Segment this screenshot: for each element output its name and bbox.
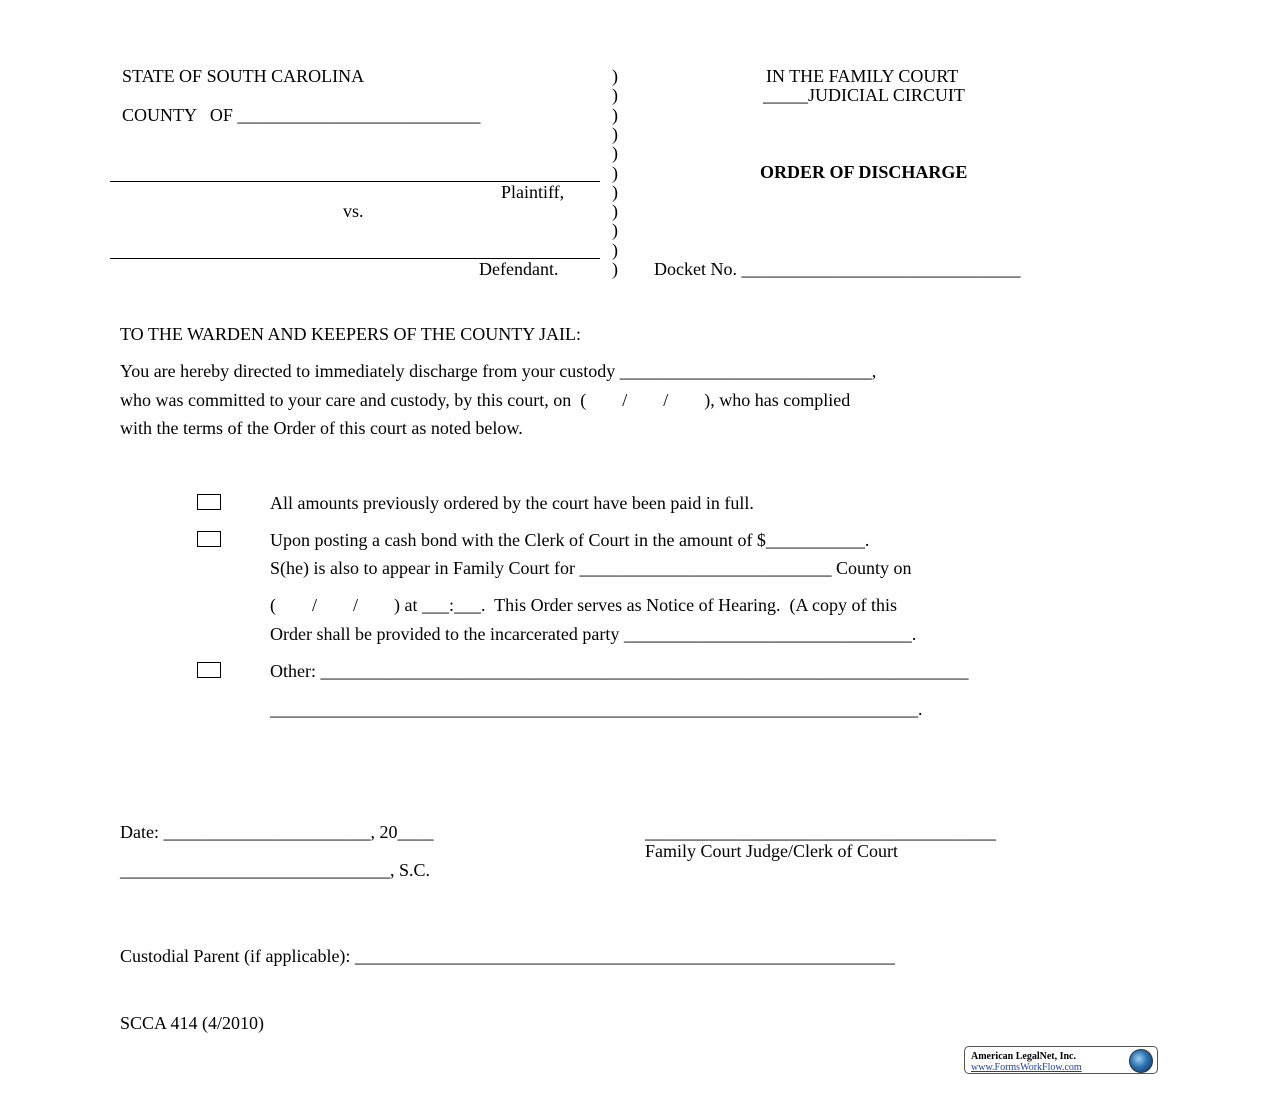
caption-paren: ) bbox=[612, 182, 618, 202]
cash-bond-checkbox[interactable] bbox=[197, 531, 221, 547]
caption-paren: ) bbox=[612, 240, 618, 260]
court-heading: IN THE FAMILY COURT bbox=[766, 66, 959, 86]
plaintiff-label: Plaintiff, bbox=[501, 182, 565, 202]
cash-bond-line-4: Order shall be provided to the incarcerated party ________________________________. bbox=[270, 624, 917, 644]
vs-label: vs. bbox=[343, 201, 364, 221]
body-line-1: You are hereby directed to immediately discharge from your custody ____________________________, bbox=[120, 361, 877, 381]
county-field: COUNTY OF ___________________________ bbox=[122, 105, 481, 125]
other-checkbox[interactable] bbox=[197, 662, 221, 678]
caption-paren: ) bbox=[612, 66, 618, 86]
publisher-link[interactable]: www.FormsWorkFlow.com bbox=[971, 1062, 1082, 1073]
paid-in-full-checkbox[interactable] bbox=[197, 494, 221, 510]
caption-paren: ) bbox=[612, 201, 618, 221]
form-id: SCCA 414 (4/2010) bbox=[120, 1013, 265, 1033]
cash-bond-line-1: Upon posting a cash bond with the Clerk of Court in the amount of $___________. bbox=[270, 530, 870, 550]
other-line-2: ________________________________________________________________________. bbox=[270, 699, 923, 719]
cash-bond-line-3: ( / / ) at ___:___. This Order serves as Notice of Hearing. (A copy of this bbox=[270, 595, 898, 615]
circuit-heading: _____JUDICIAL CIRCUIT bbox=[763, 85, 965, 105]
paid-in-full-label: All amounts previously ordered by the court have been paid in full. bbox=[270, 493, 754, 513]
publisher-badge[interactable] bbox=[964, 1046, 1158, 1074]
caption-paren: ) bbox=[612, 163, 618, 183]
docket-number-field: Docket No. _______________________________ bbox=[654, 259, 1021, 279]
body-line-2: who was committed to your care and custody, by this court, on ( / / ), who has complied bbox=[120, 390, 851, 410]
custodial-parent-field: Custodial Parent (if applicable): ____________________________________________________________ bbox=[120, 946, 895, 966]
state-heading: STATE OF SOUTH CAROLINA bbox=[122, 66, 365, 86]
judge-signature-label: Family Court Judge/Clerk of Court bbox=[645, 841, 898, 861]
publisher-name: American LegalNet, Inc. bbox=[971, 1051, 1076, 1062]
date-field: Date: _______________________, 20____ bbox=[120, 822, 434, 842]
caption-paren: ) bbox=[612, 85, 618, 105]
caption-paren: ) bbox=[612, 259, 618, 279]
caption-paren: ) bbox=[612, 220, 618, 240]
defendant-label: Defendant. bbox=[479, 259, 559, 279]
judge-signature-line: _______________________________________ bbox=[645, 822, 996, 842]
caption-paren: ) bbox=[612, 105, 618, 125]
caption-paren: ) bbox=[612, 143, 618, 163]
address-line: TO THE WARDEN AND KEEPERS OF THE COUNTY JAIL: bbox=[120, 324, 582, 344]
caption-paren: ) bbox=[612, 124, 618, 144]
globe-icon bbox=[1129, 1049, 1153, 1073]
document-title: ORDER OF DISCHARGE bbox=[760, 162, 968, 182]
place-field: ______________________________, S.C. bbox=[120, 860, 431, 880]
body-line-3: with the terms of the Order of this court as noted below. bbox=[120, 418, 523, 438]
cash-bond-line-2: S(he) is also to appear in Family Court for ____________________________ County on bbox=[270, 558, 912, 578]
other-line-1: Other: ________________________________________________________________________ bbox=[270, 661, 969, 681]
